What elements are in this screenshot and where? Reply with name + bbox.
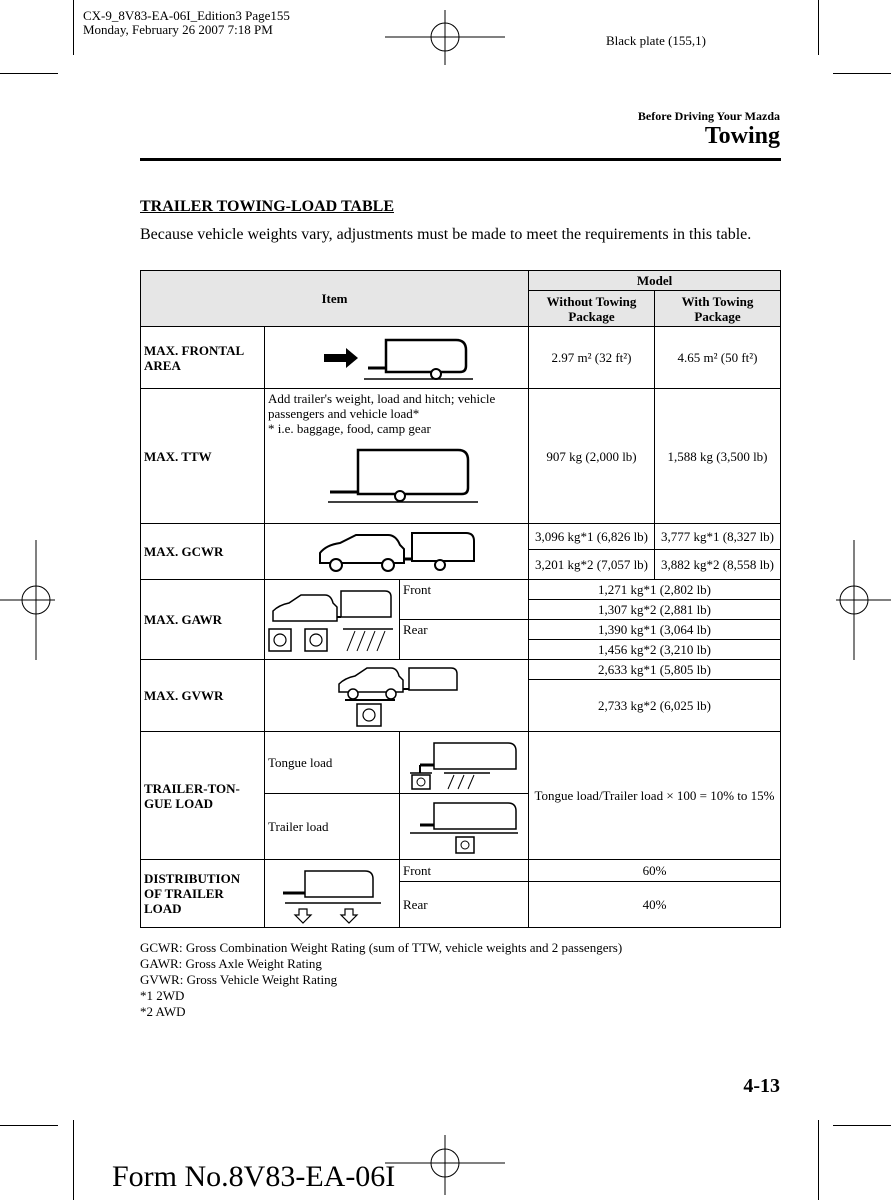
ttw-without: 907 kg (2,000 lb) — [529, 389, 655, 524]
trailer-load-row-label: Trailer load — [265, 794, 400, 860]
crop-mark — [73, 1120, 74, 1200]
gcwr-illustration — [265, 524, 529, 580]
section-subtitle: Before Driving Your Mazda — [637, 109, 780, 123]
gvwr-illustration — [265, 660, 529, 732]
item-header: Item — [141, 271, 529, 327]
gcwr-awd-with: 3,882 kg*2 (8,558 lb) — [655, 550, 781, 580]
gawr-rear-label: Rear — [400, 620, 529, 660]
car-and-trailer-illustration — [268, 527, 518, 577]
crop-mark — [0, 73, 58, 74]
footnote-gvwr: GVWR: Gross Vehicle Weight Rating — [140, 972, 338, 987]
distribution-rear-value: 40% — [529, 882, 781, 928]
axle-scale-illustration — [265, 583, 395, 657]
section-title: Towing — [704, 123, 780, 149]
distribution-illustration — [265, 860, 400, 928]
ttw-note-footnote: * i.e. baggage, food, camp gear — [268, 421, 431, 436]
footnote-awd: *2 AWD — [140, 1004, 186, 1019]
print-header-date: Monday, February 26 2007 7:18 PM — [83, 22, 273, 37]
frontal-area-illustration — [265, 327, 529, 389]
gcwr-label: MAX. GCWR — [141, 524, 265, 580]
gcwr-awd-without: 3,201 kg*2 (7,057 lb) — [529, 550, 655, 580]
registration-target-left — [0, 540, 55, 660]
gawr-front-awd: 1,307 kg*2 (2,881 lb) — [529, 600, 781, 620]
trailer-side-illustration — [268, 436, 518, 506]
gvwr-label: MAX. GVWR — [141, 660, 265, 732]
gawr-front-2wd: 1,271 kg*1 (2,802 lb) — [529, 580, 781, 600]
without-package-header: Without Towing Package — [529, 291, 655, 327]
table-heading: TRAILER TOWING-LOAD TABLE — [140, 198, 394, 215]
footnote-2wd: *1 2WD — [140, 988, 185, 1003]
trailer-load-illustration — [400, 794, 529, 860]
trailer-scale-illustration — [400, 797, 528, 857]
tongue-scale-illustration — [400, 735, 528, 791]
intro-text: Because vehicle weights vary, adjustments must be made to meet the requirements in this table. — [140, 226, 752, 243]
vehicle-scale-illustration — [265, 662, 515, 730]
ttw-description — [265, 389, 529, 524]
form-number: Form No.8V83-EA-06I — [112, 1160, 396, 1193]
gawr-label: MAX. GAWR — [141, 580, 265, 660]
crop-mark — [818, 0, 819, 55]
gcwr-2wd-with: 3,777 kg*1 (8,327 lb) — [655, 524, 781, 550]
distribution-front-value: 60% — [529, 860, 781, 882]
distribution-label: DISTRIBUTION OF TRAILER LOAD — [141, 860, 265, 928]
frontal-area-without: 2.97 m² (32 ft²) — [529, 327, 655, 389]
registration-target-top — [385, 10, 505, 65]
gvwr-2wd: 2,633 kg*1 (5,805 lb) — [529, 660, 781, 680]
frontal-area-with: 4.65 m² (50 ft²) — [655, 327, 781, 389]
crop-mark — [833, 73, 891, 74]
trailer-front-illustration — [268, 332, 518, 384]
with-package-header: With Towing Package — [655, 291, 781, 327]
registration-target-right — [836, 540, 891, 660]
gawr-rear-awd: 1,456 kg*2 (3,210 lb) — [529, 640, 781, 660]
footnotes — [140, 940, 622, 1020]
tongue-load-label: TRAILER-TON-GUE LOAD — [141, 732, 265, 860]
footnote-gawr: GAWR: Gross Axle Weight Rating — [140, 956, 322, 971]
ttw-with: 1,588 kg (3,500 lb) — [655, 389, 781, 524]
tongue-load-row-label: Tongue load — [265, 732, 400, 794]
crop-mark — [0, 1125, 58, 1126]
gawr-front-label: Front — [400, 580, 529, 620]
print-header-file: CX-9_8V83-EA-06I_Edition3 Page155 — [83, 8, 290, 23]
gvwr-awd: 2,733 kg*2 (6,025 lb) — [529, 680, 781, 732]
gawr-illustration — [265, 580, 400, 660]
model-header: Model — [529, 271, 781, 291]
title-rule — [140, 158, 781, 161]
tongue-load-illustration — [400, 732, 529, 794]
registration-target-bottom — [385, 1135, 505, 1195]
frontal-area-label: MAX. FRONTAL AREA — [141, 327, 265, 389]
gawr-rear-2wd: 1,390 kg*1 (3,064 lb) — [529, 620, 781, 640]
gcwr-2wd-without: 3,096 kg*1 (6,826 lb) — [529, 524, 655, 550]
ttw-label: MAX. TTW — [141, 389, 265, 524]
tongue-load-value: Tongue load/Trailer load × 100 = 10% to 15% — [529, 732, 781, 860]
load-distribution-illustration — [265, 863, 395, 925]
ttw-note: Add trailer's weight, load and hitch; vehicle passengers and vehicle load* — [268, 391, 496, 421]
page-number: 4-13 — [743, 1075, 780, 1097]
crop-mark — [833, 1125, 891, 1126]
crop-mark — [818, 1120, 819, 1200]
footnote-gcwr: GCWR: Gross Combination Weight Rating (sum of TTW, vehicle weights and 2 passengers) — [140, 940, 623, 955]
crop-mark — [73, 0, 74, 55]
print-header-plate: Black plate (155,1) — [606, 33, 706, 48]
distribution-rear-label: Rear — [400, 882, 529, 928]
towing-load-table — [140, 270, 781, 928]
distribution-front-label: Front — [400, 860, 529, 882]
